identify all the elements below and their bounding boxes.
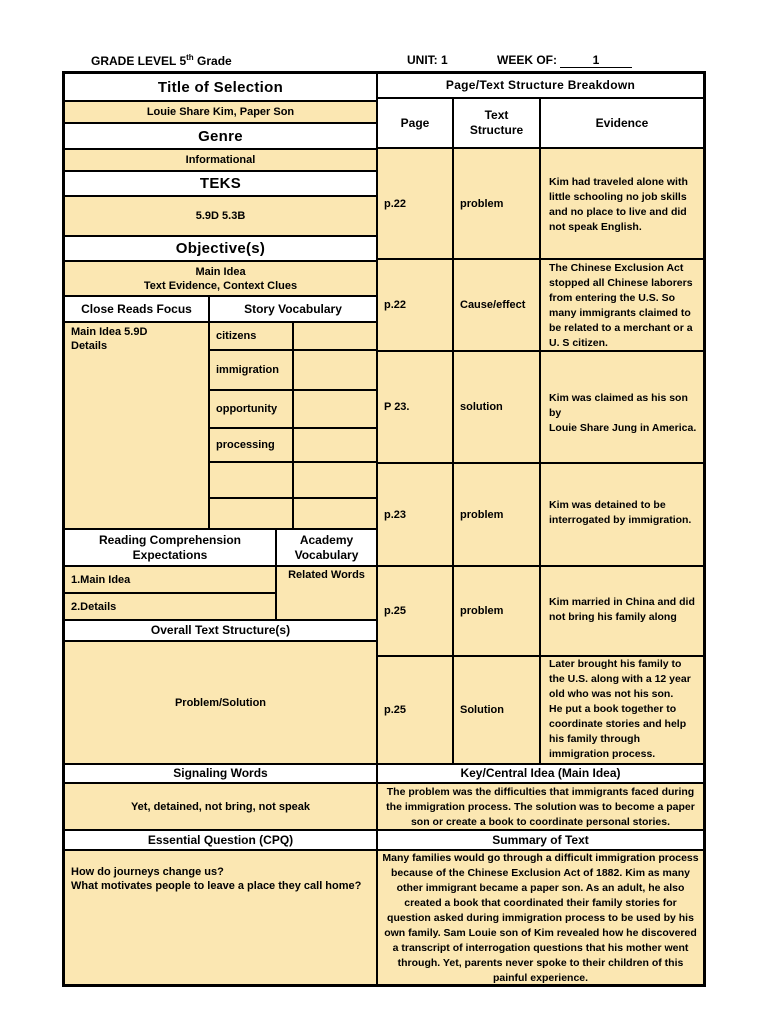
grade-level: GRADE LEVEL 5th Grade: [91, 53, 232, 68]
objective-value: [64, 261, 377, 296]
col-structure-header: [453, 98, 540, 148]
title-value: Louie Share Kim, Paper Son: [64, 101, 377, 123]
summary-value: [377, 850, 704, 985]
evidence-line: immigration process.: [549, 748, 656, 760]
evidence-line: little schooling no job skills: [549, 191, 687, 203]
row-evidence: [540, 656, 704, 764]
evidence-line: and no place to live and did: [549, 206, 687, 218]
teks-label: TEKS: [64, 171, 377, 196]
evidence-line: Later brought his family to: [549, 658, 682, 670]
close-reads-line: Details: [71, 340, 108, 352]
row-evidence: [540, 148, 704, 259]
row-structure: Cause/effect: [453, 259, 540, 351]
row-structure: problem: [453, 566, 540, 656]
vocab-word: processing: [209, 428, 293, 462]
summary-label: Summary of Text: [377, 830, 704, 850]
col-structure-header-line: Text: [484, 108, 509, 122]
close-reads-line: Main Idea 5.9D: [71, 326, 148, 338]
genre-value: Informational: [64, 149, 377, 171]
evidence-line: not bring his family along: [549, 611, 677, 623]
week-of-value: 1: [560, 53, 632, 68]
evidence-line: U. S citizen.: [549, 337, 608, 349]
evidence-line: Kim was claimed as his son by: [549, 392, 688, 419]
summary-line: other immigrant became a paper son. As an adult, he also: [396, 882, 685, 894]
essential-question-label: Essential Question (CPQ): [64, 830, 377, 850]
key-idea-line: The problem was the difficulties that immigrants faced during: [386, 786, 695, 798]
summary-line: created a book that coordinated their family stories for: [404, 897, 677, 909]
col-structure-header-line: Structure: [469, 123, 524, 137]
vocab-word: immigration: [209, 350, 293, 390]
vocab-definition: [293, 390, 377, 428]
summary-line: because of the Chinese Exclusion Act of 1882. Kim as many: [391, 867, 690, 879]
row-structure: solution: [453, 351, 540, 463]
rc-item: 1.Main Idea: [64, 566, 276, 593]
objective-line: Text Evidence, Context Clues: [143, 279, 298, 292]
rc-label-line: Expectations: [132, 547, 208, 562]
close-reads-label: Close Reads Focus: [64, 296, 209, 322]
evidence-line: Kim had traveled alone with: [549, 176, 688, 188]
vocab-word: [209, 498, 293, 529]
evidence-line: He put a book together to: [549, 703, 677, 715]
summary-line: painful experience.: [492, 972, 589, 984]
rc-label-line: Reading Comprehension: [98, 532, 241, 547]
breakdown-label: Page/Text Structure Breakdown: [377, 73, 704, 98]
title-label: Title of Selection: [64, 73, 377, 101]
evidence-line: interrogated by immigration.: [549, 514, 692, 526]
row-page: p.22: [377, 148, 453, 259]
rc-label: [64, 529, 276, 566]
vocab-word: [209, 462, 293, 498]
row-page: P 23.: [377, 351, 453, 463]
overall-structure-value: Problem/Solution: [64, 641, 377, 764]
essential-question-line: What motivates people to leave a place they call home?: [71, 880, 362, 892]
row-structure: problem: [453, 148, 540, 259]
evidence-line: coordinate stories and help: [549, 718, 687, 730]
signaling-words-value: Yet, detained, not bring, not speak: [64, 783, 377, 830]
evidence-line: many immigrants claimed to: [549, 307, 691, 319]
unit-label: UNIT: 1: [407, 53, 448, 67]
vocab-definition: [293, 428, 377, 462]
row-evidence: [540, 259, 704, 351]
academy-label: [276, 529, 377, 566]
key-idea-label: Key/Central Idea (Main Idea): [377, 764, 704, 783]
genre-label: Genre: [64, 123, 377, 149]
evidence-line: stopped all Chinese laborers: [549, 277, 693, 289]
summary-line: through. Yet, parents never spoke to their children of this: [397, 957, 684, 969]
vocab-word: opportunity: [209, 390, 293, 428]
row-page: p.25: [377, 656, 453, 764]
close-reads-box: [64, 322, 209, 529]
evidence-line: the U.S. along with a 12 year: [549, 673, 691, 685]
rc-item: 2.Details: [64, 593, 276, 620]
objective-line: Main Idea: [195, 265, 246, 278]
vocab-definition: [293, 498, 377, 529]
teks-value: 5.9D 5.3B: [64, 196, 377, 236]
academy-label-line: Academy: [299, 532, 354, 547]
summary-line: a transcript of interrogation questions that his mother went: [392, 942, 689, 954]
summary-line: own family. Sam Louie son of Kim revealed how he discovered: [384, 927, 697, 939]
row-page: p.23: [377, 463, 453, 566]
evidence-line: old who was not his son.: [549, 688, 674, 700]
vocab-definition: [293, 462, 377, 498]
essential-question-line: How do journeys change us?: [71, 866, 224, 878]
evidence-line: not speak English.: [549, 221, 642, 233]
summary-line: Many families would go through a difficult immigration process: [382, 852, 699, 864]
key-idea-value: [377, 783, 704, 830]
key-idea-line: son or create a book to coordinate personal stories.: [410, 816, 671, 828]
row-page: p.22: [377, 259, 453, 351]
evidence-line: Kim married in China and did: [549, 596, 695, 608]
row-structure: Solution: [453, 656, 540, 764]
evidence-line: Kim was detained to be: [549, 499, 666, 511]
row-evidence: [540, 566, 704, 656]
objective-label: Objective(s): [64, 236, 377, 261]
story-vocab-label: Story Vocabulary: [209, 296, 377, 322]
evidence-line: from entering the U.S. So: [549, 292, 676, 304]
overall-structure-label: Overall Text Structure(s): [64, 620, 377, 641]
row-page: p.25: [377, 566, 453, 656]
evidence-line: his family through: [549, 733, 641, 745]
row-structure: problem: [453, 463, 540, 566]
evidence-line: Louie Share Jung in America.: [549, 422, 697, 434]
vocab-definition: [293, 322, 377, 350]
vocab-definition: [293, 350, 377, 390]
vocab-word: citizens: [209, 322, 293, 350]
col-page-header: Page: [377, 98, 453, 148]
evidence-line: The Chinese Exclusion Act: [549, 262, 684, 274]
key-idea-line: the immigration process. The solution was to become a paper: [386, 801, 695, 813]
academy-label-line: Vocabulary: [294, 547, 359, 562]
summary-line: question asked during immigration process to be used by his: [387, 912, 694, 924]
week-of-label: WEEK OF:: [497, 53, 557, 67]
essential-question-value: [64, 850, 377, 985]
row-evidence: [540, 463, 704, 566]
col-evidence-header: Evidence: [540, 98, 704, 148]
signaling-words-label: Signaling Words: [64, 764, 377, 783]
evidence-line: be related to a merchant or a: [549, 322, 693, 334]
row-evidence: [540, 351, 704, 463]
related-words: Related Words: [276, 566, 377, 620]
